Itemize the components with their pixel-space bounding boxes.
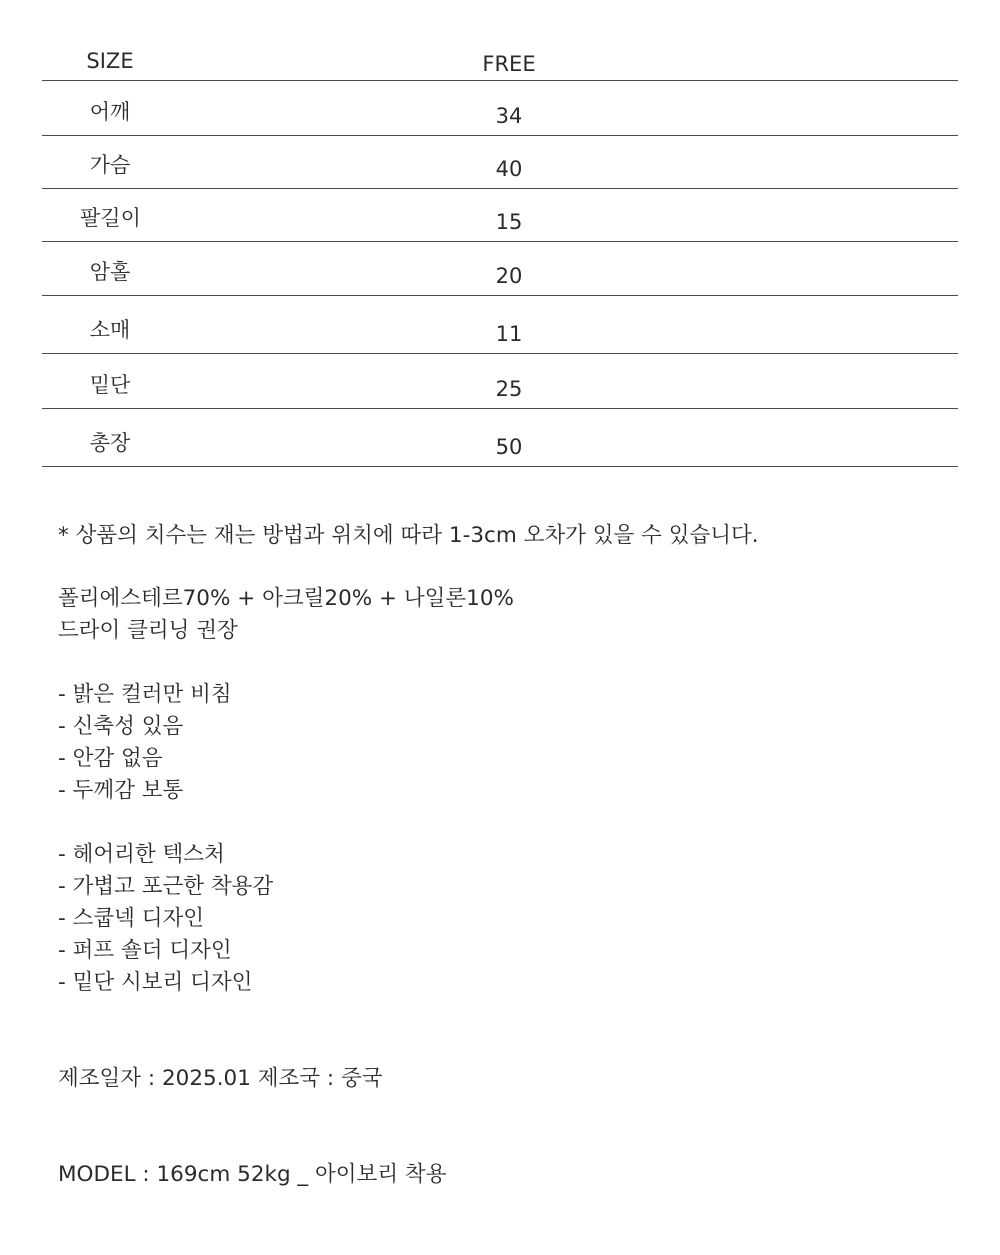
model-info: MODEL : 169cm 52kg _ 아이보리 착용 <box>58 1162 447 1187</box>
size-row-value: 50 <box>495 435 523 459</box>
size-row-value: 25 <box>495 377 523 401</box>
size-row-total-length <box>42 409 958 467</box>
size-row-label: 총장 <box>89 431 131 455</box>
care-instruction: 드라이 클리닝 권장 <box>58 618 238 643</box>
size-row-chest <box>42 136 958 189</box>
size-row-value: 40 <box>495 157 523 181</box>
material-composition: 폴리에스테르70% + 아크릴20% + 나일론10% <box>58 586 514 611</box>
size-row-value: 20 <box>495 264 523 288</box>
design-feature-item: - 헤어리한 텍스처 <box>58 842 225 867</box>
size-row-hem <box>42 354 958 409</box>
size-row-value: 15 <box>495 210 523 234</box>
size-row-value: 11 <box>495 322 523 346</box>
size-row-sleeve <box>42 296 958 354</box>
size-row-value: 34 <box>495 104 523 128</box>
design-feature-item: - 밑단 시보리 디자인 <box>58 970 253 995</box>
size-header-label: SIZE <box>86 49 134 73</box>
fabric-feature-item: - 신축성 있음 <box>58 714 184 739</box>
fabric-feature-item: - 안감 없음 <box>58 746 163 771</box>
size-row-label: 어깨 <box>89 100 131 124</box>
design-feature-item: - 가볍고 포근한 착용감 <box>58 874 274 899</box>
size-row-label: 암홀 <box>89 260 131 284</box>
size-row-sleeve-length <box>42 189 958 242</box>
fabric-feature-item: - 두께감 보통 <box>58 778 184 803</box>
size-row-label: 팔길이 <box>80 206 141 230</box>
design-feature-item: - 퍼프 숄더 디자인 <box>58 938 232 963</box>
measurement-note: * 상품의 치수는 재는 방법과 위치에 따라 1-3cm 오차가 있을 수 있습니다. <box>58 523 759 548</box>
fabric-feature-item: - 밝은 컬러만 비침 <box>58 682 232 707</box>
size-row-label: 밑단 <box>89 373 131 397</box>
size-row-armhole <box>42 242 958 296</box>
manufacture-info: 제조일자 : 2025.01 제조국 : 중국 <box>58 1066 383 1091</box>
size-table <box>42 38 958 467</box>
size-row-label: 소매 <box>89 318 131 342</box>
design-feature-item: - 스쿱넥 디자인 <box>58 906 205 931</box>
size-header-value: FREE <box>482 52 536 76</box>
size-row-label: 가슴 <box>89 153 131 177</box>
size-row-shoulder <box>42 81 958 136</box>
size-table-header <box>42 38 958 81</box>
